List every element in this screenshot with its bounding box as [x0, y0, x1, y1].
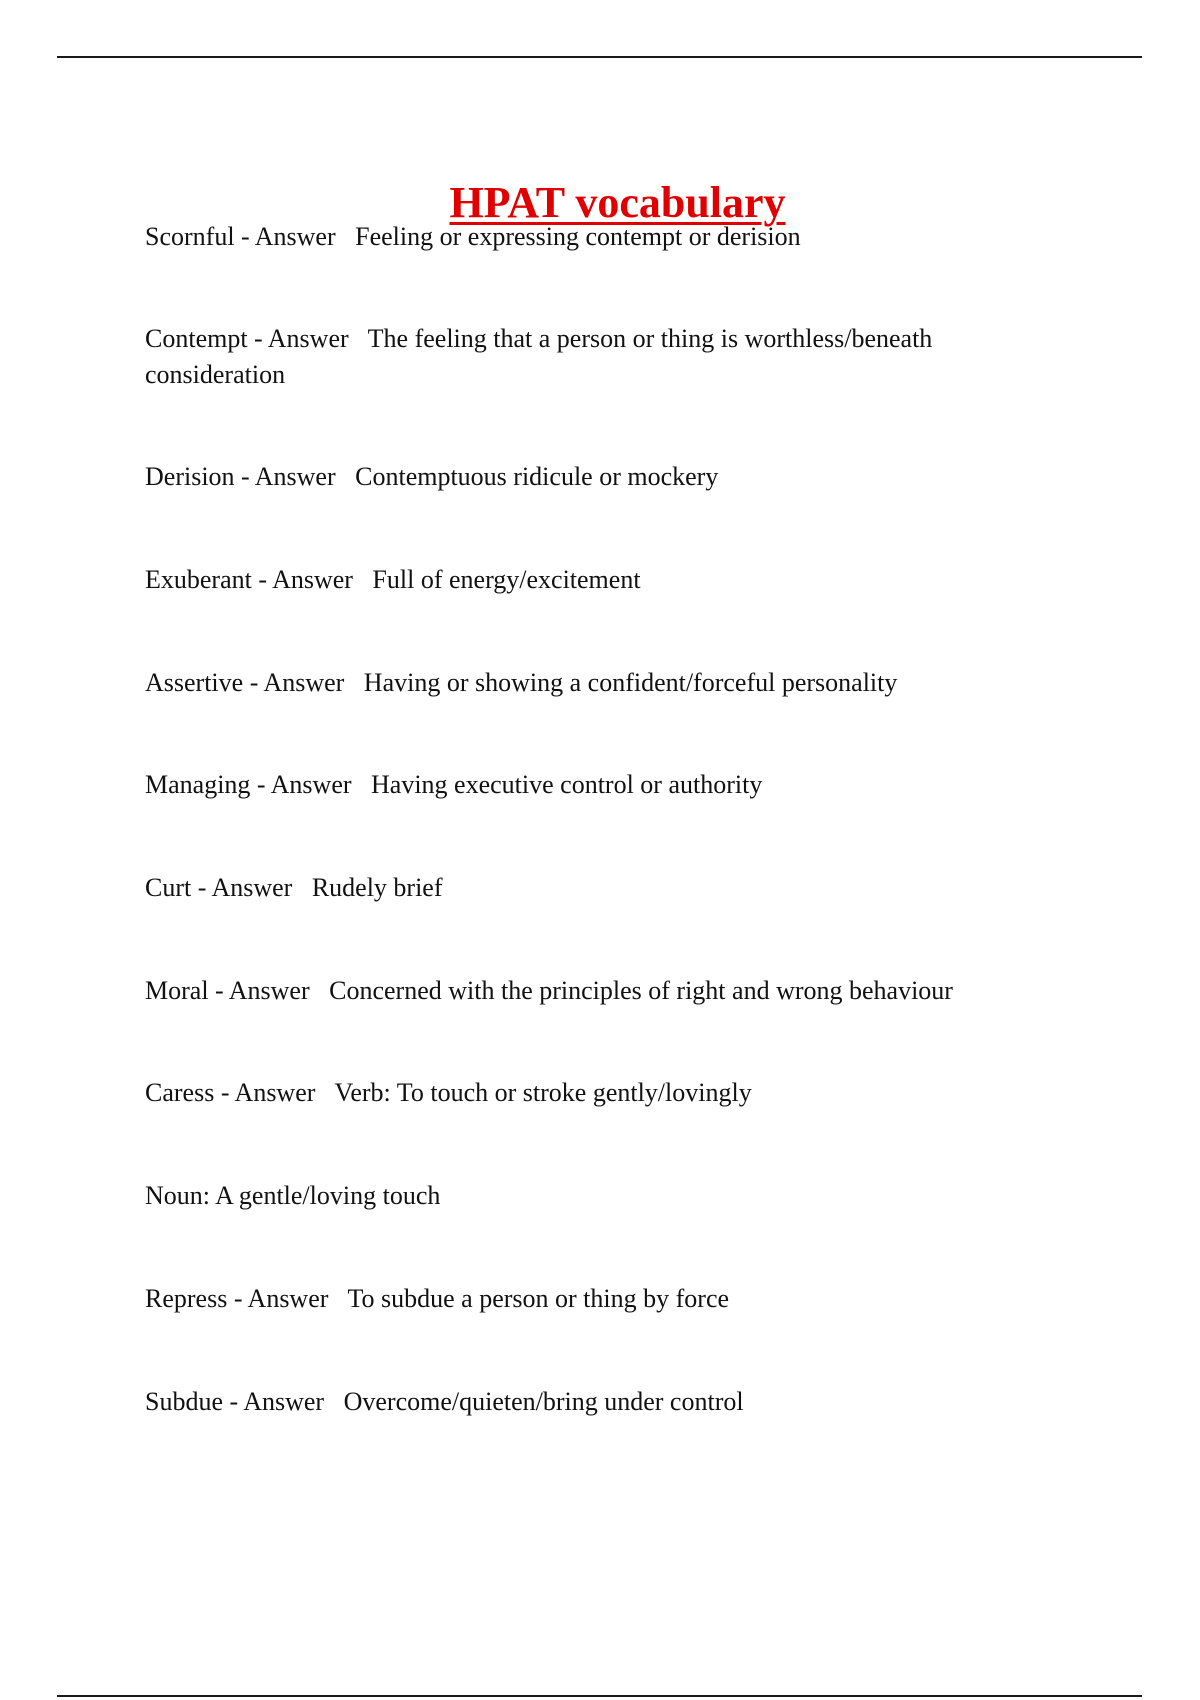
vocab-entry-moral: Moral - Answer Concerned with the principles of right and wrong behaviour: [145, 976, 953, 1005]
vocab-entry-subdue: Subdue - Answer Overcome/quieten/bring under control: [145, 1387, 744, 1416]
vocab-entry-scornful: Scornful - Answer Feeling or expressing contempt or derision: [145, 222, 801, 251]
vocab-entry-contempt: Contempt - Answer The feeling that a person or thing is worthless/beneath consideration: [145, 324, 939, 389]
vocab-entry-caress-noun: Noun: A gentle/loving touch: [145, 1181, 441, 1210]
vocab-entry-derision: Derision - Answer Contemptuous ridicule or mockery: [145, 462, 719, 491]
bottom-divider: [57, 1695, 1142, 1697]
vocab-entry-repress: Repress - Answer To subdue a person or thing by force: [145, 1284, 730, 1313]
vocab-entry-assertive: Assertive - Answer Having or showing a confident/forceful personality: [145, 668, 898, 697]
vocab-entry-curt: Curt - Answer Rudely brief: [145, 873, 443, 902]
top-divider: [57, 56, 1142, 58]
page-title: HPAT vocabulary: [449, 178, 786, 228]
vocab-entry-exuberant: Exuberant - Answer Full of energy/excitement: [145, 565, 641, 594]
vocab-entry-managing: Managing - Answer Having executive control or authority: [145, 770, 763, 799]
vocab-entry-caress: Caress - Answer Verb: To touch or stroke gently/lovingly: [145, 1078, 752, 1107]
